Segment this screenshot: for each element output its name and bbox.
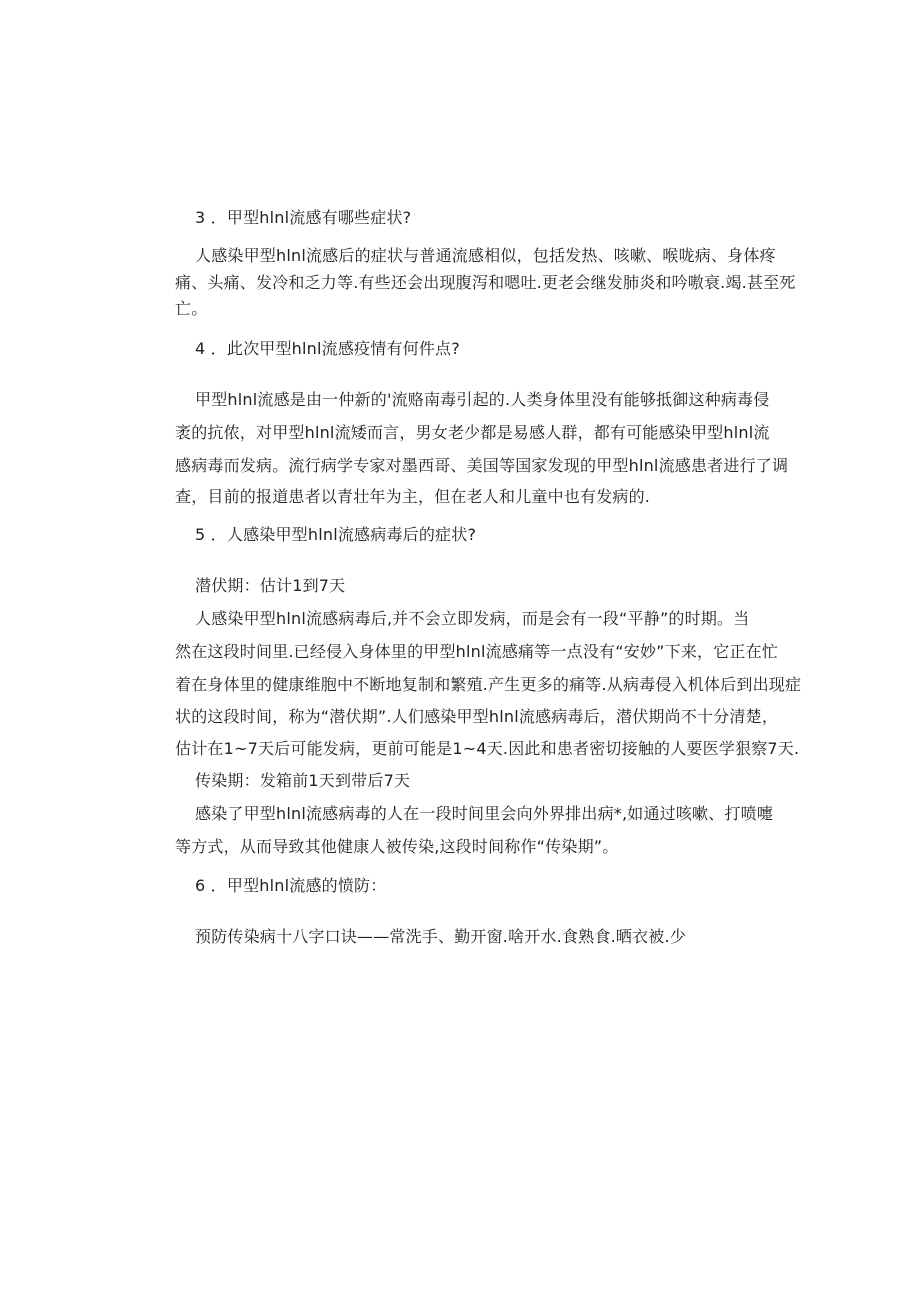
section-4-line-3: 感病毒而发病。流行病学专家对墨西哥、美国等国家发现的甲型hlnl流感患者进行了调: [175, 456, 789, 475]
section-3-line-3: 亡。: [175, 299, 208, 318]
section-5-line-4: 状的这段时间，称为“潜伏期”.人们感染甲型hlnl流感病毒后，潜伏期尚不十分清楚，: [175, 707, 779, 726]
section-4-heading: 4 ．此次甲型hlnl流感疫情有何件点?: [195, 339, 460, 358]
section-3-heading: 3 ．甲型hlnl流感有哪些症状?: [195, 208, 412, 227]
section-4-line-2: 袤的抗侬，对甲型hlnl流矮而言，男女老少都是易感人群，都有可能感染甲型hlnl流: [175, 423, 770, 442]
incubation-period-label: 潜伏期：估计1到7天: [195, 576, 346, 595]
section-6-heading: 6 ．甲型hlnl流感的愤防：: [195, 876, 387, 895]
section-5-line-5: 估计在1~7天后可能发病，更前可能是1~4天.因此和患者密切接触的人要医学狠察7天.: [175, 739, 800, 758]
section-5-line-3: 着在身体里的健康维胞中不断地复制和繁殖.产生更多的痛等.从病毒侵入机体后到出现症: [175, 675, 802, 694]
section-3-line-2: 痛、头痛、发冷和乏力等.有些还会出现腹泻和嗯吐.更老会继发肺炎和吟嗷衰.竭.甚至死: [175, 273, 796, 292]
section-6-line-1: 预防传染病十八字口诀——常洗手、勤开窗.啥开水.食熟食.晒衣被.少: [195, 927, 686, 946]
section-5-line-1: 人感染甲型hlnl流感病毒后,并不会立即发病，而是会有一段“平静”的时期。当: [195, 609, 750, 628]
section-5-line-6: 感染了甲型hlnl流感病毒的人在一段时间里会向外界排出病*,如通过咳嗽、打喷嚏: [195, 804, 774, 823]
section-4-line-1: 甲型hlnl流感是由一仲新的'流赂南毒引起的.人类身体里没有能够抵御这种病毒侵: [195, 390, 770, 409]
section-5-line-2: 然在这段时间里.已经侵入身体里的甲型hlnl流感痛等一点没有“安妙”下来，它正在忙: [175, 642, 779, 661]
section-5-line-7: 等方式，从而导致其他健康人被传染,这段时间称作“传染期”。: [175, 837, 619, 856]
contagious-period-label: 传染期：发箱前1天到带后7天: [195, 771, 411, 790]
section-3-line-1: 人感染甲型hlnl流感后的症状与普通流感相似，包括发热、咳嗽、喉咙病、身体疼: [195, 246, 776, 265]
section-5-heading: 5 ．人感染甲型hlnl流感病毒后的症状?: [195, 525, 477, 544]
section-4-line-4: 查，目前的报道患者以青壮年为主，但在老人和儿童中也有发病的.: [175, 487, 651, 506]
